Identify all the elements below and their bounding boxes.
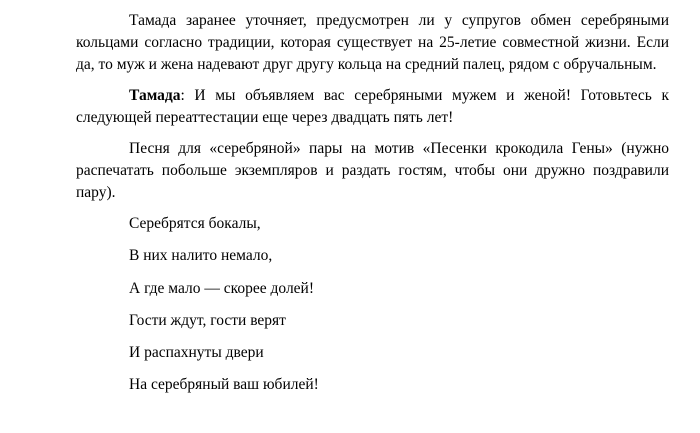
document-page	[76, 10, 669, 407]
paragraph-song-intro: Песня для «серебряной» пары на мотив «Песенки крокодила Гены» (нужно распечатать побольше экземпляров и раздать гостям, чтобы они дружно поздравили пару).	[76, 140, 669, 201]
verse-line: Серебрятся бокалы,	[129, 215, 261, 232]
announcement-text: : И мы объявляем вас серебряными мужем и женой! Готовьтесь к следующей переаттестации еще через двадцать пять лет!	[76, 87, 669, 126]
verse-line: И распахнуты двери	[129, 344, 264, 362]
verse-line: На серебряный ваш юбилей!	[129, 376, 319, 394]
verse-line: Гости ждут, гости верят	[129, 311, 286, 329]
song-verse	[76, 213, 669, 396]
verse-line: А где мало — скорее долей!	[129, 279, 315, 297]
paragraph-ring-exchange: Тамада заранее уточняет, предусмотрен ли у супругов обмен серебряными кольцами согласно традиции, которая существует на 25-летие совместной жизни. Если да, то муж и жена надевают друг другу кольца на средний палец, рядом с обручальным.	[76, 12, 669, 73]
speaker-label: Тамада	[129, 87, 181, 104]
verse-line: В них налито немало,	[129, 247, 273, 265]
paragraph-announcement	[76, 85, 669, 129]
